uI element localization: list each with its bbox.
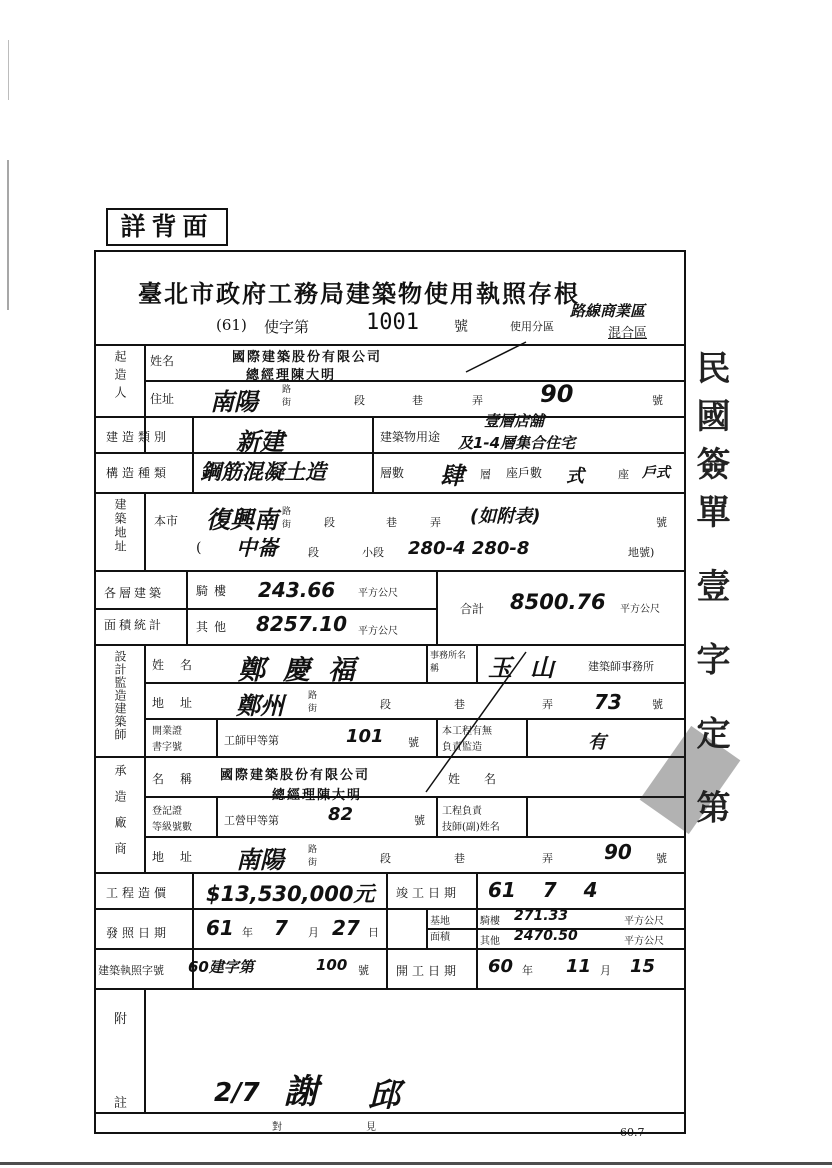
site-arcade-unit: 平方公尺	[624, 916, 664, 927]
architect-name-label: 姓名	[152, 658, 209, 672]
architect-alley-unit: 弄	[542, 698, 553, 711]
remarks-foot-label-1: 對	[272, 1122, 282, 1133]
builder-section-label: 起造人	[113, 350, 127, 404]
contractor-name-stamp2: 總經理陳大明	[272, 788, 363, 803]
contractor-name-stamp: 國際建築股份有限公司	[220, 768, 371, 783]
architect-supervise-hand: 有	[588, 732, 606, 753]
start-year: 60	[488, 956, 514, 977]
architect-supervise-label1: 本工程有無	[442, 726, 492, 737]
building-permit-hand: 60建字第	[188, 958, 254, 976]
builder-alley-unit: 弄	[472, 394, 483, 407]
building-permit-number: 100	[316, 956, 348, 974]
site-road-unit: 路街	[282, 507, 292, 530]
site-arcade-label: 騎樓	[480, 916, 500, 927]
issue-year: 61	[206, 916, 234, 940]
building-use-hand: 壹層店舖	[484, 412, 545, 430]
site-section-unit: 段	[324, 516, 335, 529]
remarks-label-bottom: 註	[114, 1096, 128, 1111]
area-arcade-value: 243.66	[258, 578, 336, 602]
cost-label: 工程造價	[106, 886, 171, 900]
remarks-signature-1: 2/7	[214, 1078, 260, 1108]
structure-type-hand: 鋼筋混凝土造	[200, 460, 326, 484]
area-total-value: 8500.76	[510, 590, 606, 614]
permit-label: 使字第	[264, 318, 310, 336]
area-other-unit: 平方公尺	[358, 626, 398, 637]
architect-address-label: 地址	[152, 696, 209, 710]
site-other-value: 2470.50	[514, 928, 578, 944]
contractor-alley-unit: 弄	[542, 852, 553, 865]
units-hand: 式	[566, 466, 584, 487]
site-district-hand: 中崙	[236, 536, 278, 560]
architect-office-suffix: 建築師事務所	[588, 660, 654, 673]
complete-date-label: 竣工日期	[396, 886, 461, 900]
issue-day-unit: 日	[368, 926, 379, 939]
builder-address-hand: 南陽	[210, 388, 258, 416]
complete-date-hand: 61 7 4	[488, 878, 598, 902]
start-month: 11	[566, 956, 592, 977]
site-number-unit: 號	[656, 516, 667, 529]
contractor-reg-suffix: 號	[414, 814, 425, 827]
issue-year-unit: 年	[242, 926, 253, 939]
area-arcade-unit: 平方公尺	[358, 588, 398, 599]
side-handwriting: 民國簽單 壹 字 定 第	[690, 350, 730, 838]
architect-road-unit: 路街	[308, 691, 318, 714]
area-total-unit: 平方公尺	[620, 604, 660, 615]
contractor-lane-unit: 巷	[454, 852, 465, 865]
remarks-signature-2: 謝	[284, 1072, 318, 1112]
start-month-unit: 月	[600, 964, 611, 977]
builder-number-hand: 90	[540, 380, 574, 408]
remarks-signature-3: 邱	[368, 1076, 401, 1114]
builder-section-unit: 段	[354, 394, 365, 407]
site-note-hand: (如附表)	[470, 506, 541, 527]
architect-license-suffix: 號	[408, 736, 419, 749]
builder-number-unit: 號	[652, 394, 663, 407]
start-date-label: 開工日期	[396, 964, 461, 978]
floors-hand: 肆	[440, 462, 464, 490]
site-road-hand: 復興南	[206, 506, 278, 534]
remarks-foot-label-2: 見	[366, 1122, 376, 1133]
floors-label: 層數	[380, 466, 405, 480]
area-other-value: 8257.10	[256, 612, 348, 636]
start-year-unit: 年	[522, 964, 533, 977]
contractor-reg-label2: 等級號數	[152, 822, 192, 833]
architect-number-hand: 73	[594, 690, 622, 714]
site-lot-hand: 280-4 280-8	[408, 538, 530, 559]
architect-section-label: 設計監造建築師	[113, 650, 127, 741]
area-arcade-label: 騎樓	[196, 584, 233, 598]
contractor-reg-text: 工營甲等第	[224, 814, 279, 827]
site-lane-unit: 巷	[386, 516, 397, 529]
scan-edge-mark	[8, 40, 9, 100]
architect-license-label1: 開業證	[152, 726, 182, 737]
builder-name-stamp: 國際建築股份有限公司	[232, 350, 383, 365]
start-day: 15	[630, 956, 656, 977]
issue-day: 27	[332, 916, 360, 940]
form-title: 臺北市政府工務局建築物使用執照存根	[138, 279, 580, 308]
units-unit: 座	[618, 468, 629, 481]
units-label: 座戶數	[506, 466, 543, 480]
area-section-label2: 面積統計	[104, 618, 165, 632]
contractor-name-label: 名稱	[152, 772, 209, 786]
architect-office-label: 事務所名稱	[430, 651, 467, 674]
issue-date-label: 發照日期	[106, 926, 171, 940]
site-section-label: 建築地址	[113, 498, 127, 554]
builder-name-stamp2: 總經理陳大明	[246, 368, 337, 383]
permit-year: (61)	[216, 316, 247, 334]
contractor-person-label: 姓名	[448, 772, 521, 786]
area-other-label: 其他	[196, 620, 233, 634]
footer-code: 60.7	[620, 1126, 645, 1139]
builder-road-label: 路街	[282, 385, 292, 408]
issue-month: 7	[274, 916, 288, 940]
zone-stamp: 混合區	[608, 326, 648, 341]
permit-number: 1001	[366, 310, 419, 335]
architect-license-label2: 書字號	[152, 742, 182, 753]
permit-form	[94, 250, 686, 1134]
architect-office-hand: 玉山	[488, 654, 572, 682]
contractor-tech-label1: 工程負責	[442, 806, 482, 817]
contractor-address-label: 地址	[152, 850, 209, 864]
area-total-label: 合計	[460, 602, 485, 616]
scan-bottom-edge	[0, 1162, 832, 1165]
architect-license-text: 工師甲等第	[224, 734, 279, 747]
scan-edge-mark	[7, 160, 9, 310]
building-permit-suffix: 號	[358, 964, 369, 977]
cost-value-hand: $13,530,000元	[206, 882, 375, 906]
site-other-unit: 平方公尺	[624, 936, 664, 947]
site-paren: (	[196, 540, 202, 556]
contractor-reg-hand: 82	[328, 804, 354, 825]
architect-name-hand: 鄭慶福	[238, 655, 373, 686]
floors-unit: 層	[480, 468, 491, 481]
contractor-road-unit: 路街	[308, 845, 318, 868]
builder-address-label: 住址	[150, 392, 175, 406]
contractor-tech-label2: 技師(副)姓名	[442, 822, 500, 833]
structure-type-label: 構造種類	[106, 466, 171, 480]
remarks-label-top: 附	[114, 1012, 128, 1027]
construction-type-label: 建造類別	[106, 430, 171, 444]
detail-back-stamp: 詳背面	[106, 208, 228, 246]
architect-address-hand: 鄭州	[236, 692, 284, 720]
zone-label: 使用分區	[510, 320, 554, 333]
area-section-label1: 各層建築	[104, 586, 165, 600]
units-hand3: 戶式	[642, 465, 670, 481]
site-alley-unit: 弄	[430, 516, 441, 529]
builder-name-label: 姓名	[150, 354, 175, 368]
zone-handwritten: 路線商業區	[570, 302, 646, 320]
contractor-address-hand: 南陽	[236, 846, 284, 874]
site-district-unit: 段	[308, 546, 319, 559]
architect-number-unit: 號	[652, 698, 663, 711]
contractor-number-hand: 90	[604, 840, 632, 864]
contractor-number-unit: 號	[656, 852, 667, 865]
architect-license-hand: 101	[346, 726, 384, 747]
building-use-label: 建築物用途	[380, 430, 441, 444]
permit-suffix: 號	[454, 319, 468, 335]
site-arcade-value: 271.33	[514, 908, 569, 924]
architect-section-unit: 段	[380, 698, 391, 711]
builder-lane-unit: 巷	[412, 394, 423, 407]
issue-month-unit: 月	[308, 926, 319, 939]
contractor-section-label: 承造廠商	[113, 764, 127, 868]
site-city-label: 本市	[154, 514, 179, 528]
site-area-label2: 面積	[430, 932, 450, 943]
building-use-hand2: 及1-4層集合住宅	[458, 434, 576, 452]
site-subsection-unit: 小段	[362, 546, 384, 559]
diagonal-strike-line	[96, 252, 684, 1132]
contractor-section-unit: 段	[380, 852, 391, 865]
site-other-label: 其他	[480, 936, 500, 947]
site-area-label1: 基地	[430, 916, 450, 927]
architect-lane-unit: 巷	[454, 698, 465, 711]
architect-supervise-label2: 負責監造	[442, 742, 482, 753]
site-lot-unit: 地號)	[628, 546, 655, 559]
contractor-reg-label1: 登記證	[152, 806, 182, 817]
construction-type-hand: 新建	[236, 428, 284, 456]
building-permit-label: 建築執照字號	[98, 964, 164, 977]
